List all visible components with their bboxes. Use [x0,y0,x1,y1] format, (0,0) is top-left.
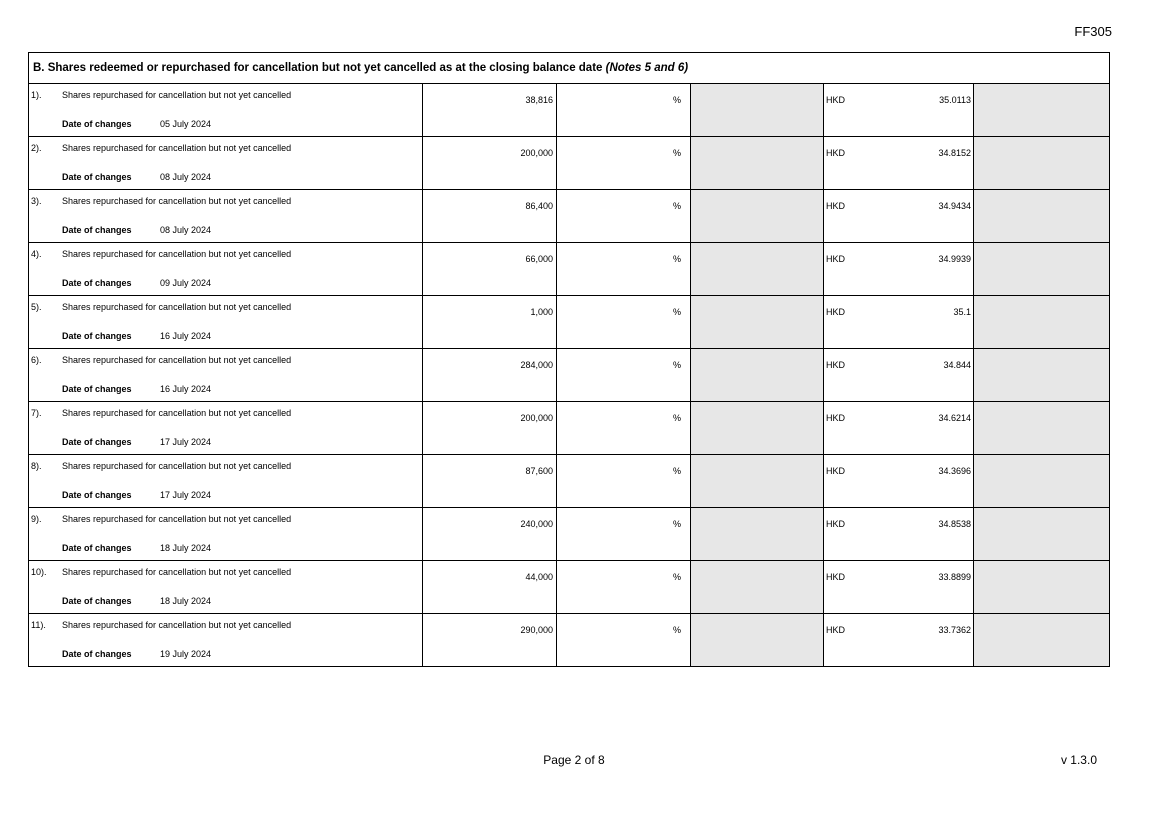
currency-code: HKD [826,519,846,529]
date-of-changes-label: Date of changes [62,596,132,606]
date-of-changes-label: Date of changes [62,437,132,447]
shares-value: 200,000 [520,148,553,158]
percent-symbol: % [672,95,681,105]
shaded-cell [974,190,1110,243]
currency-code: HKD [826,360,846,370]
percent-symbol: % [672,360,681,370]
shares-value: 38,816 [525,95,553,105]
shares-value: 66,000 [525,254,553,264]
price-cell [824,296,974,349]
description-cell [29,508,423,561]
date-of-changes-label: Date of changes [62,172,132,182]
price-value: 33.7362 [938,625,971,635]
date-of-changes-value: 19 July 2024 [160,649,212,659]
date-of-changes-label: Date of changes [62,119,132,129]
table-row [29,455,1110,508]
date-of-changes-value: 08 July 2024 [160,225,212,235]
percent-cell [557,402,691,455]
shaded-cell [974,561,1110,614]
row-description: Shares repurchased for cancellation but not yet cancelled [62,355,292,365]
shaded-cell [974,614,1110,667]
shares-value: 1,000 [530,307,553,317]
description-cell [29,243,423,296]
price-cell [824,561,974,614]
shaded-cell [691,84,824,137]
percent-cell [557,190,691,243]
row-index: 4). [31,249,42,259]
shaded-cell [974,402,1110,455]
price-cell [824,84,974,137]
table-row [29,349,1110,402]
shares-cell [423,455,557,508]
row-index: 8). [31,461,42,471]
row-index: 10). [31,567,47,577]
date-of-changes-label: Date of changes [62,384,132,394]
shares-value: 240,000 [520,519,553,529]
percent-cell [557,614,691,667]
currency-code: HKD [826,625,846,635]
date-of-changes-label: Date of changes [62,543,132,553]
percent-symbol: % [672,413,681,423]
shares-value: 44,000 [525,572,553,582]
table-row [29,614,1110,667]
shaded-cell [691,614,824,667]
row-description: Shares repurchased for cancellation but not yet cancelled [62,196,292,206]
currency-code: HKD [826,95,846,105]
shares-value: 290,000 [520,625,553,635]
table-row [29,190,1110,243]
description-cell [29,296,423,349]
price-cell [824,190,974,243]
date-of-changes-label: Date of changes [62,331,132,341]
row-description: Shares repurchased for cancellation but not yet cancelled [62,461,292,471]
shares-value: 284,000 [520,360,553,370]
shaded-cell [691,561,824,614]
price-value: 34.6214 [938,413,971,423]
table-row [29,508,1110,561]
date-of-changes-value: 08 July 2024 [160,172,212,182]
date-of-changes-value: 05 July 2024 [160,119,212,129]
shaded-cell [974,137,1110,190]
row-description: Shares repurchased for cancellation but not yet cancelled [62,514,292,524]
date-of-changes-value: 18 July 2024 [160,543,212,553]
date-of-changes-label: Date of changes [62,649,132,659]
row-index: 1). [31,90,42,100]
shares-cell [423,561,557,614]
shaded-cell [691,455,824,508]
section-header-row [29,53,1110,84]
shaded-cell [974,508,1110,561]
description-cell [29,137,423,190]
row-description: Shares repurchased for cancellation but not yet cancelled [62,249,292,259]
date-of-changes-label: Date of changes [62,278,132,288]
table-row [29,84,1110,137]
currency-code: HKD [826,466,846,476]
shaded-cell [691,137,824,190]
currency-code: HKD [826,572,846,582]
date-of-changes-value: 09 July 2024 [160,278,212,288]
shares-cell [423,296,557,349]
currency-code: HKD [826,307,846,317]
price-value: 34.8538 [938,519,971,529]
percent-symbol: % [672,201,681,211]
row-description: Shares repurchased for cancellation but not yet cancelled [62,408,292,418]
shaded-cell [974,296,1110,349]
price-value: 35.0113 [939,95,971,105]
date-of-changes-value: 16 July 2024 [160,331,212,341]
currency-code: HKD [826,201,846,211]
description-cell [29,402,423,455]
row-index: 11). [31,620,46,630]
price-cell [824,402,974,455]
shaded-cell [974,84,1110,137]
percent-symbol: % [672,148,681,158]
percent-symbol: % [672,625,681,635]
row-index: 6). [31,355,42,365]
shaded-cell [691,190,824,243]
page-number: Page 2 of 8 [543,753,605,767]
shares-cell [423,349,557,402]
price-cell [824,137,974,190]
description-cell [29,84,423,137]
shaded-cell [691,243,824,296]
shaded-cell [974,243,1110,296]
percent-cell [557,455,691,508]
price-cell [824,455,974,508]
shaded-cell [974,455,1110,508]
percent-symbol: % [672,307,681,317]
row-description: Shares repurchased for cancellation but not yet cancelled [62,143,292,153]
price-value: 34.8152 [938,148,971,158]
shares-cell [423,84,557,137]
date-of-changes-value: 16 July 2024 [160,384,212,394]
percent-symbol: % [672,466,681,476]
shaded-cell [691,349,824,402]
date-of-changes-label: Date of changes [62,225,132,235]
price-value: 34.844 [943,360,971,370]
shares-value: 86,400 [525,201,553,211]
shares-cell [423,190,557,243]
description-cell [29,455,423,508]
shaded-cell [691,402,824,455]
currency-code: HKD [826,148,846,158]
shares-cell [423,243,557,296]
shares-cell [423,137,557,190]
price-cell [824,349,974,402]
percent-cell [557,243,691,296]
percent-symbol: % [672,519,681,529]
price-value: 33.8899 [938,572,971,582]
percent-symbol: % [672,572,681,582]
percent-cell [557,84,691,137]
shares-cell [423,402,557,455]
percent-cell [557,508,691,561]
table-row [29,137,1110,190]
table-row [29,243,1110,296]
percent-cell [557,137,691,190]
row-description: Shares repurchased for cancellation but not yet cancelled [62,620,292,630]
row-index: 9). [31,514,42,524]
description-cell [29,561,423,614]
percent-cell [557,296,691,349]
row-index: 3). [31,196,42,206]
table-row [29,296,1110,349]
table-row [29,402,1110,455]
shaded-cell [691,296,824,349]
shares-cell [423,614,557,667]
row-index: 2). [31,143,42,153]
date-of-changes-value: 18 July 2024 [160,596,212,606]
currency-code: HKD [826,413,846,423]
description-cell [29,190,423,243]
percent-cell [557,561,691,614]
shares-value: 87,600 [525,466,553,476]
version-label: v 1.3.0 [1060,753,1097,767]
description-cell [29,349,423,402]
date-of-changes-value: 17 July 2024 [160,490,212,500]
section-title [29,53,1110,84]
row-index: 5). [31,302,42,312]
price-cell [824,614,974,667]
shaded-cell [691,508,824,561]
shaded-cell [974,349,1110,402]
percent-cell [557,349,691,402]
shares-cell [423,508,557,561]
row-index: 7). [31,408,42,418]
price-cell [824,243,974,296]
table-row [29,561,1110,614]
form-code: FF305 [1074,24,1112,39]
price-value: 34.9939 [938,254,971,264]
price-cell [824,508,974,561]
shares-value: 200,000 [520,413,553,423]
percent-symbol: % [672,254,681,264]
row-description: Shares repurchased for cancellation but not yet cancelled [62,302,292,312]
price-value: 34.9434 [938,201,971,211]
date-of-changes-label: Date of changes [62,490,132,500]
shares-repurchased-table [28,52,1110,667]
description-cell [29,614,423,667]
section-title-text: B. Shares redeemed or repurchased for cancellation but not yet cancelled as at the closing balance date [33,62,603,74]
currency-code: HKD [826,254,846,264]
row-description: Shares repurchased for cancellation but not yet cancelled [62,90,292,100]
section-notes: (Notes 5 and 6) [605,62,689,74]
row-description: Shares repurchased for cancellation but not yet cancelled [62,567,292,577]
price-value: 35.1 [953,307,971,317]
price-value: 34.3696 [938,466,971,476]
date-of-changes-value: 17 July 2024 [160,437,212,447]
